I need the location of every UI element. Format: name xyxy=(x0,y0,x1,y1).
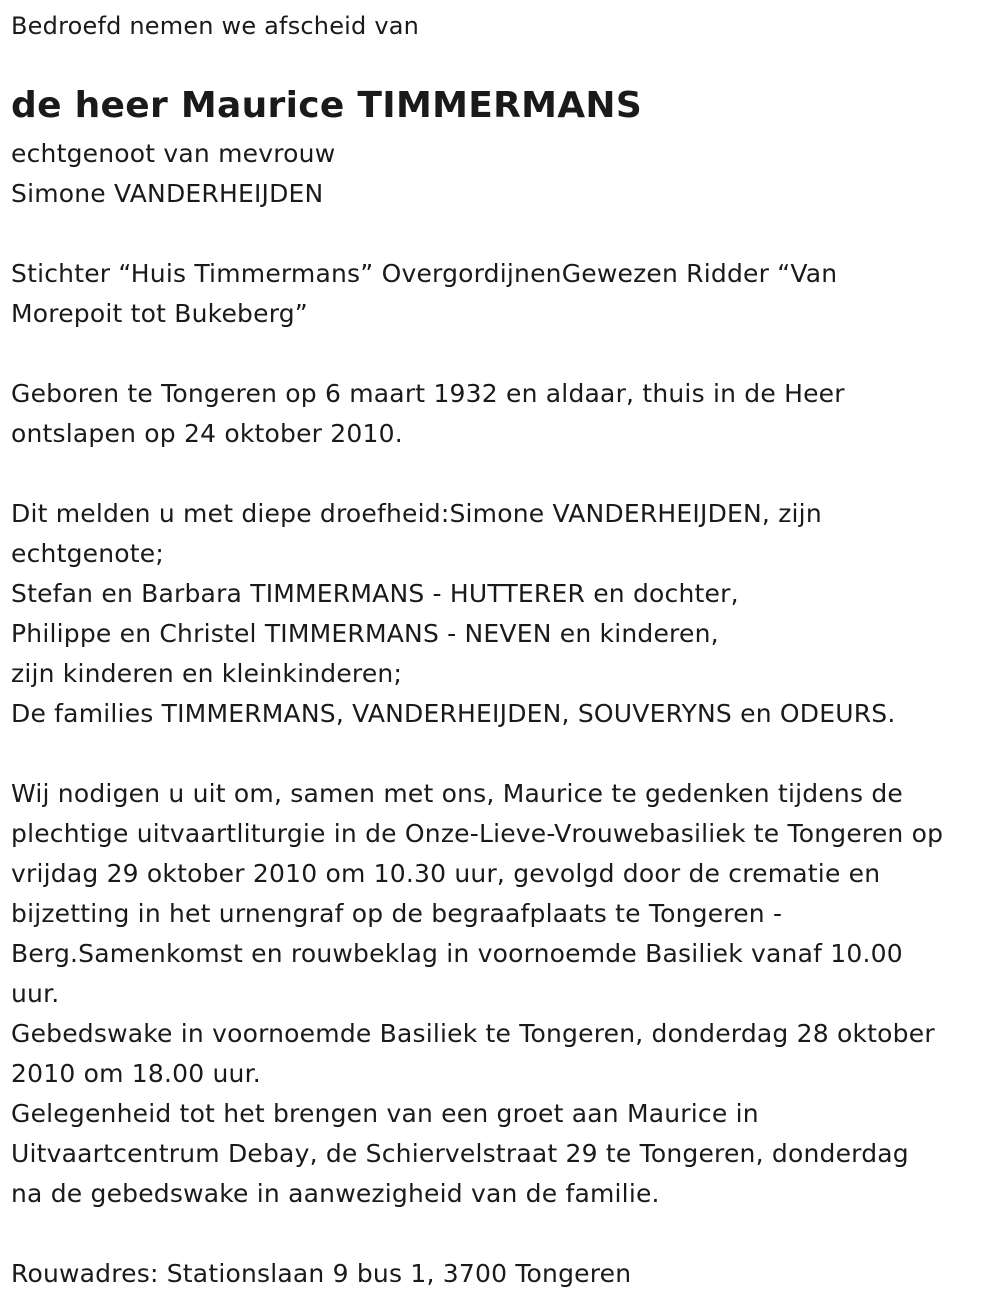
family-block xyxy=(11,494,896,734)
service-line: Gebedswake in voornoemde Basiliek te Tongeren, donderdag 28 oktober xyxy=(11,1019,935,1048)
service-block xyxy=(11,774,943,1214)
birth-death-line: ontslapen op 24 oktober 2010. xyxy=(11,419,403,448)
deceased-name: de heer Maurice TIMMERMANS xyxy=(11,85,643,126)
family-line: Dit melden u met diepe droefheid:Simone VANDERHEIJDEN, zijn xyxy=(11,499,822,528)
family-line: zijn kinderen en kleinkinderen; xyxy=(11,659,403,688)
service-line: vrijdag 29 oktober 2010 om 10.30 uur, gevolgd door de crematie en xyxy=(11,859,881,888)
intro-text: Bedroefd nemen we afscheid van xyxy=(11,12,420,40)
family-line: De families TIMMERMANS, VANDERHEIJDEN, SOUVERYNS en ODEURS. xyxy=(11,699,896,728)
spouse-line: Simone VANDERHEIJDEN xyxy=(11,179,324,208)
birth-death-block xyxy=(11,374,845,454)
mourning-address-block xyxy=(11,1254,631,1294)
service-line: plechtige uitvaartliturgie in de Onze-Lieve-Vrouwebasiliek te Tongeren op xyxy=(11,819,944,848)
spouse-block xyxy=(11,134,335,214)
family-line: Stefan en Barbara TIMMERMANS - HUTTERER en dochter, xyxy=(11,579,739,608)
family-line: Philippe en Christel TIMMERMANS - NEVEN en kinderen, xyxy=(11,619,719,648)
service-line: Gelegenheid tot het brengen van een groet aan Maurice in xyxy=(11,1099,759,1128)
service-line: Wij nodigen u uit om, samen met ons, Maurice te gedenken tijdens de xyxy=(11,779,903,808)
service-line: 2010 om 18.00 uur. xyxy=(11,1059,261,1088)
service-line: na de gebedswake in aanwezigheid van de familie. xyxy=(11,1179,660,1208)
service-line: bijzetting in het urnengraf op de begraafplaats te Tongeren - xyxy=(11,899,783,928)
founder-line: Morepoit tot Bukeberg” xyxy=(11,299,308,328)
founder-block xyxy=(11,254,837,334)
family-line: echtgenote; xyxy=(11,539,164,568)
mourning-address: Rouwadres: Stationslaan 9 bus 1, 3700 Tongeren xyxy=(11,1259,632,1288)
spouse-line: echtgenoot van mevrouw xyxy=(11,139,336,168)
birth-death-line: Geboren te Tongeren op 6 maart 1932 en aldaar, thuis in de Heer xyxy=(11,379,845,408)
founder-line: Stichter “Huis Timmermans” OvergordijnenGewezen Ridder “Van xyxy=(11,259,838,288)
service-line: Berg.Samenkomst en rouwbeklag in voornoemde Basiliek vanaf 10.00 xyxy=(11,939,903,968)
service-line: Uitvaartcentrum Debay, de Schiervelstraat 29 te Tongeren, donderdag xyxy=(11,1139,909,1168)
service-line: uur. xyxy=(11,979,60,1008)
